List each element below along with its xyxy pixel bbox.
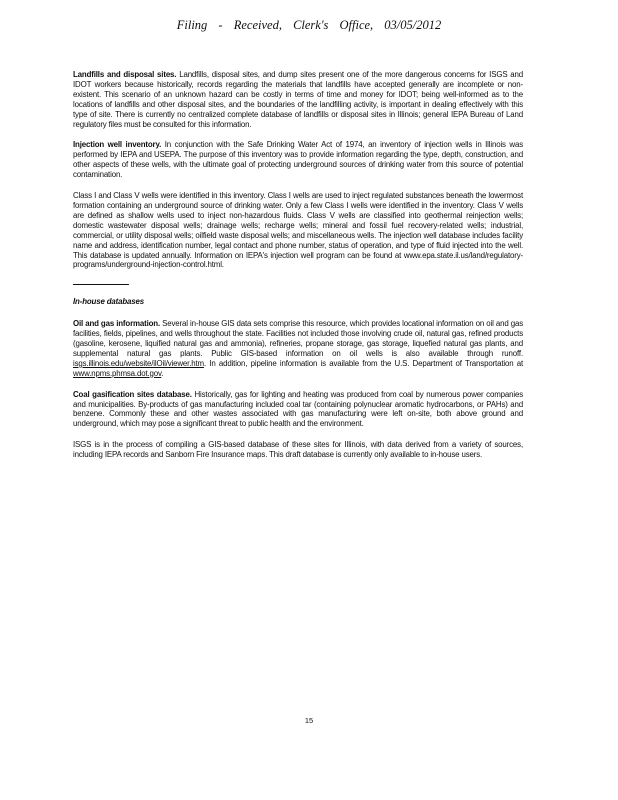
section-divider	[73, 284, 129, 285]
oil-gas-text-3: .	[161, 368, 164, 378]
document-body	[73, 70, 523, 471]
page-number: 15	[304, 716, 314, 725]
coal-gasification-text: Historically, gas for lighting and heating was produced from coal by numerous power companies and municipalities. By-products of gas manufacturing included coal tar (containing polynuclear aromatic hydrocarbons, or PAHs) and benzene. Commonly these and other wastes associated with gas manufacturing were left on-site, both above ground and underground, which may pose a significant threat to public health and the environment.	[73, 389, 523, 429]
coal-gasification-title: Coal gasification sites database.	[73, 389, 192, 399]
landfills-text: Landfills, disposal sites, and dump sites present one of the more dangerous concerns for ISGS and IDOT workers because historically, records regarding the materials that landfills have accepted generally are incomplete or non-existent. This scenario of an unknown hazard can be costly in terms of time and money for IDOT; being well-informed as to the locations of landfills and other disposal sites, and the boundaries of the landfilling activity, is important in dealing effectively with this type of site. There is currently no centralized complete database of landfills or disposal sites in Illinois; general IEPA Bureau of Land regulatory files must be consulted for this information.	[73, 70, 524, 129]
filing-header: Filing - Received, Clerk's Office, 03/05/2012	[176, 18, 442, 32]
injection-paragraph	[73, 140, 523, 180]
oil-gas-text-1: Several in-house GIS data sets comprise this resource, which provides locational information on oil and gas facilities, fields, pipelines, and wells throughout the state. Facilities not included those involving crude oil, natural gas, refined products (gasoline, kerosene, liquified natural gas and ammonia), refineries, propane storage, gas storage, liquefied natural gas plants, and supplemental natural gas plants. Public GIS-based information on oil wells is also available through runoff.	[73, 319, 523, 358]
injection-text: In conjunction with the Safe Drinking Water Act of 1974, an inventory of injection wells in Illinois was performed by IEPA and USEPA. The purpose of this inventory was to provide information regarding the type, depth, construction, and other aspects of these wells, with the ultimate goal of protecting underground sources of drinking water from this source of potential contamination.	[73, 140, 523, 180]
oil-gas-text-2: . In addition, pipeline information is available from the U.S. Department of Transportation at	[203, 358, 523, 368]
npms-link[interactable]: www.npms.phmsa.dot.gov	[73, 368, 162, 378]
well-classes-paragraph	[73, 191, 523, 270]
landfills-paragraph	[73, 70, 523, 129]
oil-gas-paragraph	[73, 319, 523, 378]
landfills-title: Landfills and disposal sites.	[73, 70, 177, 79]
isgs-paragraph	[73, 440, 523, 460]
injection-title: Injection well inventory.	[73, 140, 162, 150]
oil-viewer-link[interactable]: isgs.illinois.edu/website/ilOil/viewer.htm	[73, 358, 204, 368]
in-house-databases-heading: In-house databases	[73, 297, 144, 307]
coal-gasification-paragraph	[73, 390, 523, 430]
isgs-text: ISGS is in the process of compiling a GIS-based database of these sites for Illinois, with data derived from a variety of sources, including IEPA records and Sanborn Fire Insurance maps. This draft database is currently only available to in-house users.	[73, 440, 523, 460]
well-classes-text: Class I and Class V wells were identified in this inventory. Class I wells are used to inject regulated substances beneath the lowermost formation containing an underground source of drinking water. Only a few Class I wells were identified in the inventory. Class V wells are defined as shallow wells used to inject non-hazardous fluids. Class V wells are classified into geothermal reinjection wells; domestic wastewater disposal wells; drainage wells; recharge wells; mineral and fossil fuel recovery-related wells; industrial, commercial, or utility disposal wells; oilfield waste disposal wells; and miscellaneous wells. The injection well database includes facility name and address, identification number, legal contact and phone number, status of operation, and type of fluid injected into the well. This database is updated annually. Information on IEPA's injection well program can be found at www.epa.state.il.us/land/regulatory-programs/underground-injection-control.html.	[73, 191, 523, 270]
oil-gas-title: Oil and gas information.	[73, 319, 161, 329]
